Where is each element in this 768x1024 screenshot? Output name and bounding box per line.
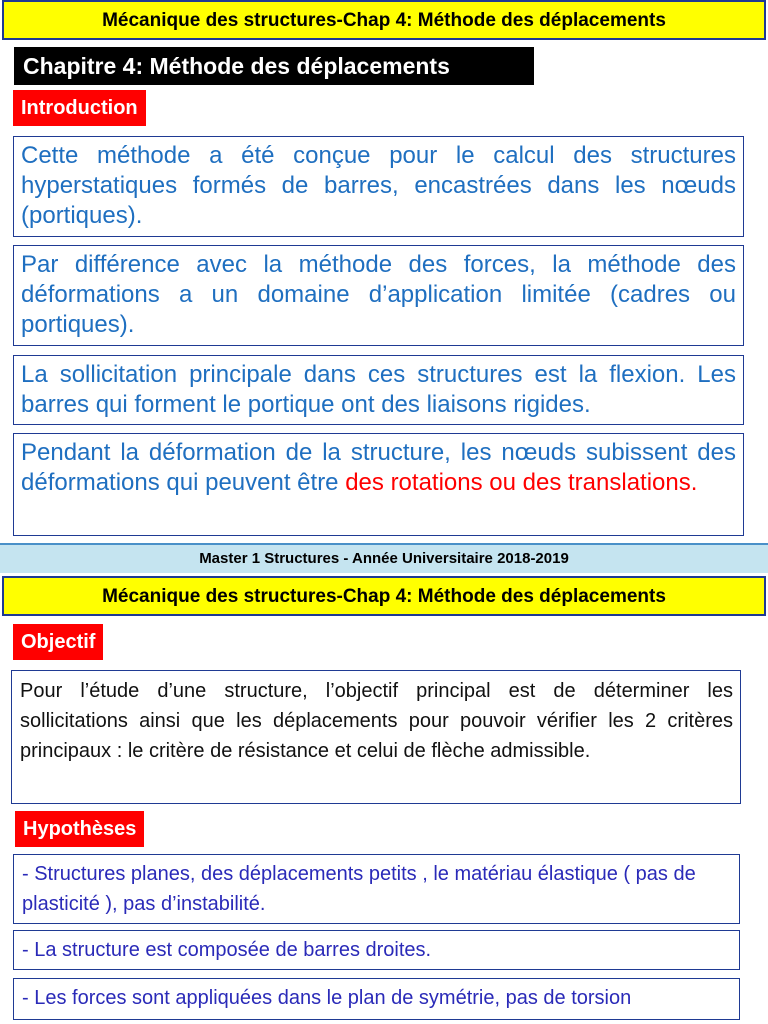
slide2-header: Mécanique des structures-Chap 4: Méthode des déplacements [2, 576, 766, 616]
slide1-header: Mécanique des structures-Chap 4: Méthode des déplacements [2, 0, 766, 40]
hypothesis-item-3: - Les forces sont appliquées dans le plan de symétrie, pas de torsion [13, 978, 740, 1020]
paragraph-4-suffix: . [690, 469, 698, 496]
paragraph-4-highlight: des rotations ou des translations [345, 469, 691, 496]
section-label-introduction: Introduction [13, 90, 146, 126]
slide1-footer: Master 1 Structures - Année Universitaire 2018-2019 [0, 543, 768, 573]
intro-paragraph-4 [13, 433, 744, 536]
section-label-objectif: Objectif [13, 624, 103, 660]
intro-paragraph-2: Par différence avec la méthode des forces, la méthode des déformations a un domaine d’application limitée (cadres ou portiques). [13, 245, 744, 346]
intro-paragraph-1: Cette méthode a été conçue pour le calcul des structures hyperstatiques formés de barres, encastrées dans les nœuds (portiques). [13, 136, 744, 237]
paragraph-4-text: Pendant la déformation de la structure, les nœuds subissent des déformations qui peuvent être [21, 439, 736, 496]
chapter-title: Chapitre 4: Méthode des déplacements [14, 47, 534, 85]
objectif-paragraph: Pour l’étude d’une structure, l’objectif principal est de déterminer les sollicitations ainsi que les déplacements pour pouvoir vérifier les 2 critères principaux : le critère de résistance et celui de flèche admissible. [11, 670, 741, 804]
section-label-hypotheses: Hypothèses [15, 811, 144, 847]
intro-paragraph-3: La sollicitation principale dans ces structures est la flexion. Les barres qui forment le portique ont des liaisons rigides. [13, 355, 744, 425]
hypothesis-item-1: - Structures planes, des déplacements petits , le matériau élastique ( pas de plasticité ), pas d’instabilité. [13, 854, 740, 924]
hypothesis-item-2: - La structure est composée de barres droites. [13, 930, 740, 970]
